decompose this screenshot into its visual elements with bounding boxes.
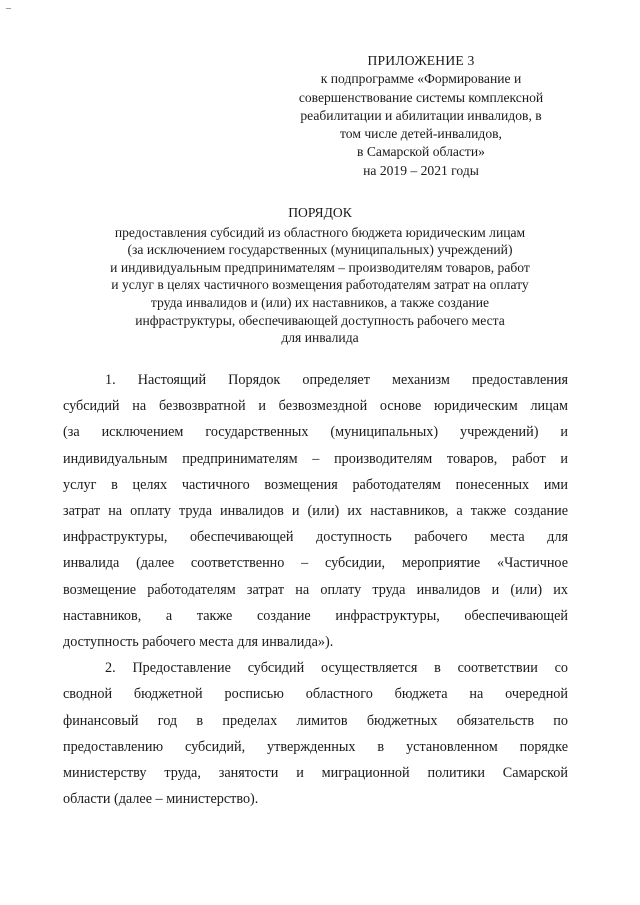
text-line: предоставлению субсидий, утвержденных в установленном порядке [63,738,568,755]
text-line: министерству труда, занятости и миграционной политики Самарской [63,765,568,782]
corner-mark: – [6,3,11,14]
order-heading-block [62,204,578,347]
appendix-block [262,52,580,180]
order-title: ПОРЯДОК [288,205,352,220]
appendix-line: в Самарской области» [357,144,485,160]
text-line: финансовый год в пределах лимитов бюджетных обязательств по [63,712,568,729]
appendix-line: совершенствование системы комплексной [298,89,544,105]
appendix-line: к подпрограмме «Формирование и [320,71,522,87]
text-line: области (далее – министерство). [63,791,259,808]
text-line: возмещение работодателям затрат на оплату труда инвалидов и (или) их [63,581,568,598]
text-line: инвалида (далее соответственно – субсидии, мероприятие «Частичное [63,555,568,572]
text-line: (за исключением государственных (муниципальных) учреждений) и [63,424,568,441]
text-line: 1. Настоящий Порядок определяет механизм предоставления [105,372,568,388]
order-subtitle-line: труда инвалидов и (или) их наставников, а также создание [150,294,490,310]
text-line: наставников, а также создание инфраструктуры, обеспечивающей [63,607,568,624]
appendix-line: реабилитации и абилитации инвалидов, в [300,107,542,123]
document-body [63,367,568,812]
order-subtitle-line: (за исключением государственных (муниципальных) учреждений) [127,242,513,258]
text-line: сводной бюджетной росписью областного бюджета на очередной [63,686,568,703]
order-subtitle-line: инфраструктуры, обеспечивающей доступность рабочего места [135,312,505,328]
order-subtitle-line: и услуг в целях частичного возмещения работодателям затрат на оплату [111,277,529,293]
text-line: субсидий на безвозвратной и безвозмездной основе юридическим лицам [63,398,568,415]
text-line: индивидуальным предпринимателям – производителям товаров, работ и [63,450,568,467]
order-subtitle-line: для инвалида [281,330,359,346]
appendix-heading: ПРИЛОЖЕНИЕ 3 [367,53,475,68]
order-subtitle-line: предоставления субсидий из областного бюджета юридическим лицам [114,224,526,240]
text-line: 2. Предоставление субсидий осуществляется в соответствии со [105,660,568,677]
paragraph-2 [63,655,568,812]
appendix-line: том числе детей-инвалидов, [340,126,502,142]
text-line: инфраструктуры, обеспечивающей доступность рабочего места для [63,529,568,546]
text-line: затрат на оплату труда инвалидов и (или) их наставников, а также создание [63,503,568,520]
order-subtitle-line: и индивидуальным предпринимателям – производителям товаров, работ [110,259,530,275]
text-line: услуг в целях частичного возмещения работодателям понесенных ими [63,476,568,493]
text-line: доступность рабочего места для инвалида»). [63,634,334,651]
paragraph-1 [63,367,568,655]
appendix-line: на 2019 – 2021 годы [363,162,479,178]
